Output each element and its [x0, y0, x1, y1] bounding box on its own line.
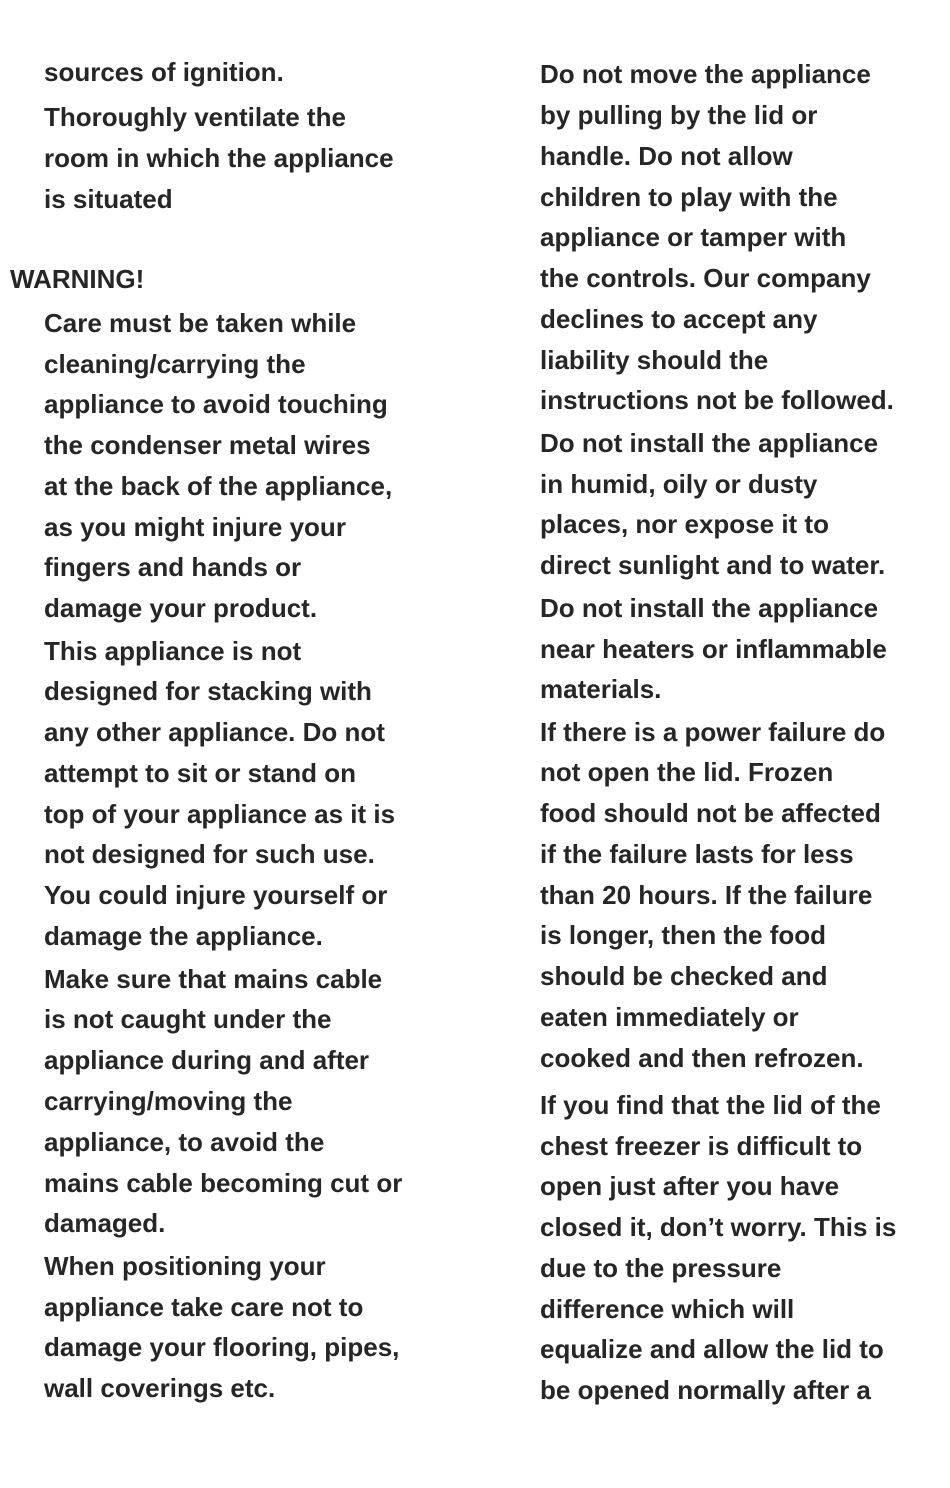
text-line: damage your product. [44, 593, 318, 623]
text-line: wall coverings etc. [44, 1373, 276, 1403]
text-line: be opened normally after a [540, 1375, 871, 1405]
text-line: near heaters or inflammable [540, 634, 887, 664]
text-line: eaten immediately or [540, 1002, 799, 1032]
text-line: food should not be affected [540, 798, 881, 828]
text-line: Make sure that mains cable [44, 964, 383, 994]
text-line: at the back of the appliance, [44, 471, 393, 501]
text-line: closed it, don’t worry. This is [540, 1212, 897, 1242]
text-line: damage your flooring, pipes, [44, 1332, 400, 1362]
text-line: damaged. [44, 1208, 166, 1238]
text-line: appliance or tamper with [540, 222, 847, 252]
text-line: places, nor expose it to [540, 509, 829, 539]
text-line: the controls. Our company [540, 263, 871, 293]
text-line: in humid, oily or dusty [540, 469, 818, 499]
text-line: top of your appliance as it is [44, 799, 396, 829]
text-line: declines to accept any [540, 304, 818, 334]
text-line: carrying/moving the [44, 1086, 293, 1116]
text-line: instructions not be followed. [540, 385, 894, 415]
text-line: is not caught under the [44, 1004, 332, 1034]
text-line: not designed for such use. [44, 839, 375, 869]
text-line: This appliance is not [44, 636, 302, 666]
text-line: liability should the [540, 345, 769, 375]
text-line: attempt to sit or stand on [44, 758, 356, 788]
text-line: If there is a power failure do [540, 717, 886, 747]
text-line: equalize and allow the lid to [540, 1334, 884, 1364]
text-line: if the failure lasts for less [540, 839, 854, 869]
text-line: designed for stacking with [44, 676, 372, 706]
text-line: Care must be taken while [44, 308, 357, 338]
text-line: Do not install the appliance [540, 428, 879, 458]
text-line: materials. [540, 674, 662, 704]
text-line: not open the lid. Frozen [540, 757, 834, 787]
text-line: children to play with the [540, 182, 838, 212]
text-line: fingers and hands or [44, 552, 302, 582]
text-line: the condenser metal wires [44, 430, 371, 460]
text-line: handle. Do not allow [540, 141, 793, 171]
text-line: open just after you have [540, 1171, 840, 1201]
text-line: due to the pressure [540, 1253, 782, 1283]
text-line: appliance, to avoid the [44, 1127, 325, 1157]
text-line: should be checked and [540, 961, 828, 991]
warning-heading: WARNING! [10, 264, 145, 294]
text-line: by pulling by the lid or [540, 100, 818, 130]
text-line: damage the appliance. [44, 921, 323, 951]
text-line: cooked and then refrozen. [540, 1043, 864, 1073]
text-line: When positioning your [44, 1251, 326, 1281]
text-line: is longer, then the food [540, 920, 826, 950]
text-line: difference which will [540, 1294, 795, 1324]
text-line: appliance during and after [44, 1045, 370, 1075]
text-line: is situated [44, 184, 173, 214]
text-line: sources of ignition. [44, 57, 284, 87]
text-line: than 20 hours. If the failure [540, 880, 873, 910]
text-line: appliance to avoid touching [44, 389, 388, 419]
text-line: mains cable becoming cut or [44, 1168, 403, 1198]
text-line: direct sunlight and to water. [540, 550, 886, 580]
text-line: as you might injure your [44, 512, 346, 542]
text-line: appliance take care not to [44, 1292, 364, 1322]
text-line: You could injure yourself or [44, 880, 388, 910]
text-line: Do not install the appliance [540, 593, 879, 623]
text-line: any other appliance. Do not [44, 717, 385, 747]
text-line: cleaning/carrying the [44, 349, 306, 379]
text-line: room in which the appliance [44, 143, 394, 173]
text-line: If you find that the lid of the [540, 1090, 881, 1120]
text-line: Thoroughly ventilate the [44, 102, 346, 132]
text-line: chest freezer is difficult to [540, 1131, 863, 1161]
text-line: Do not move the appliance [540, 59, 871, 89]
